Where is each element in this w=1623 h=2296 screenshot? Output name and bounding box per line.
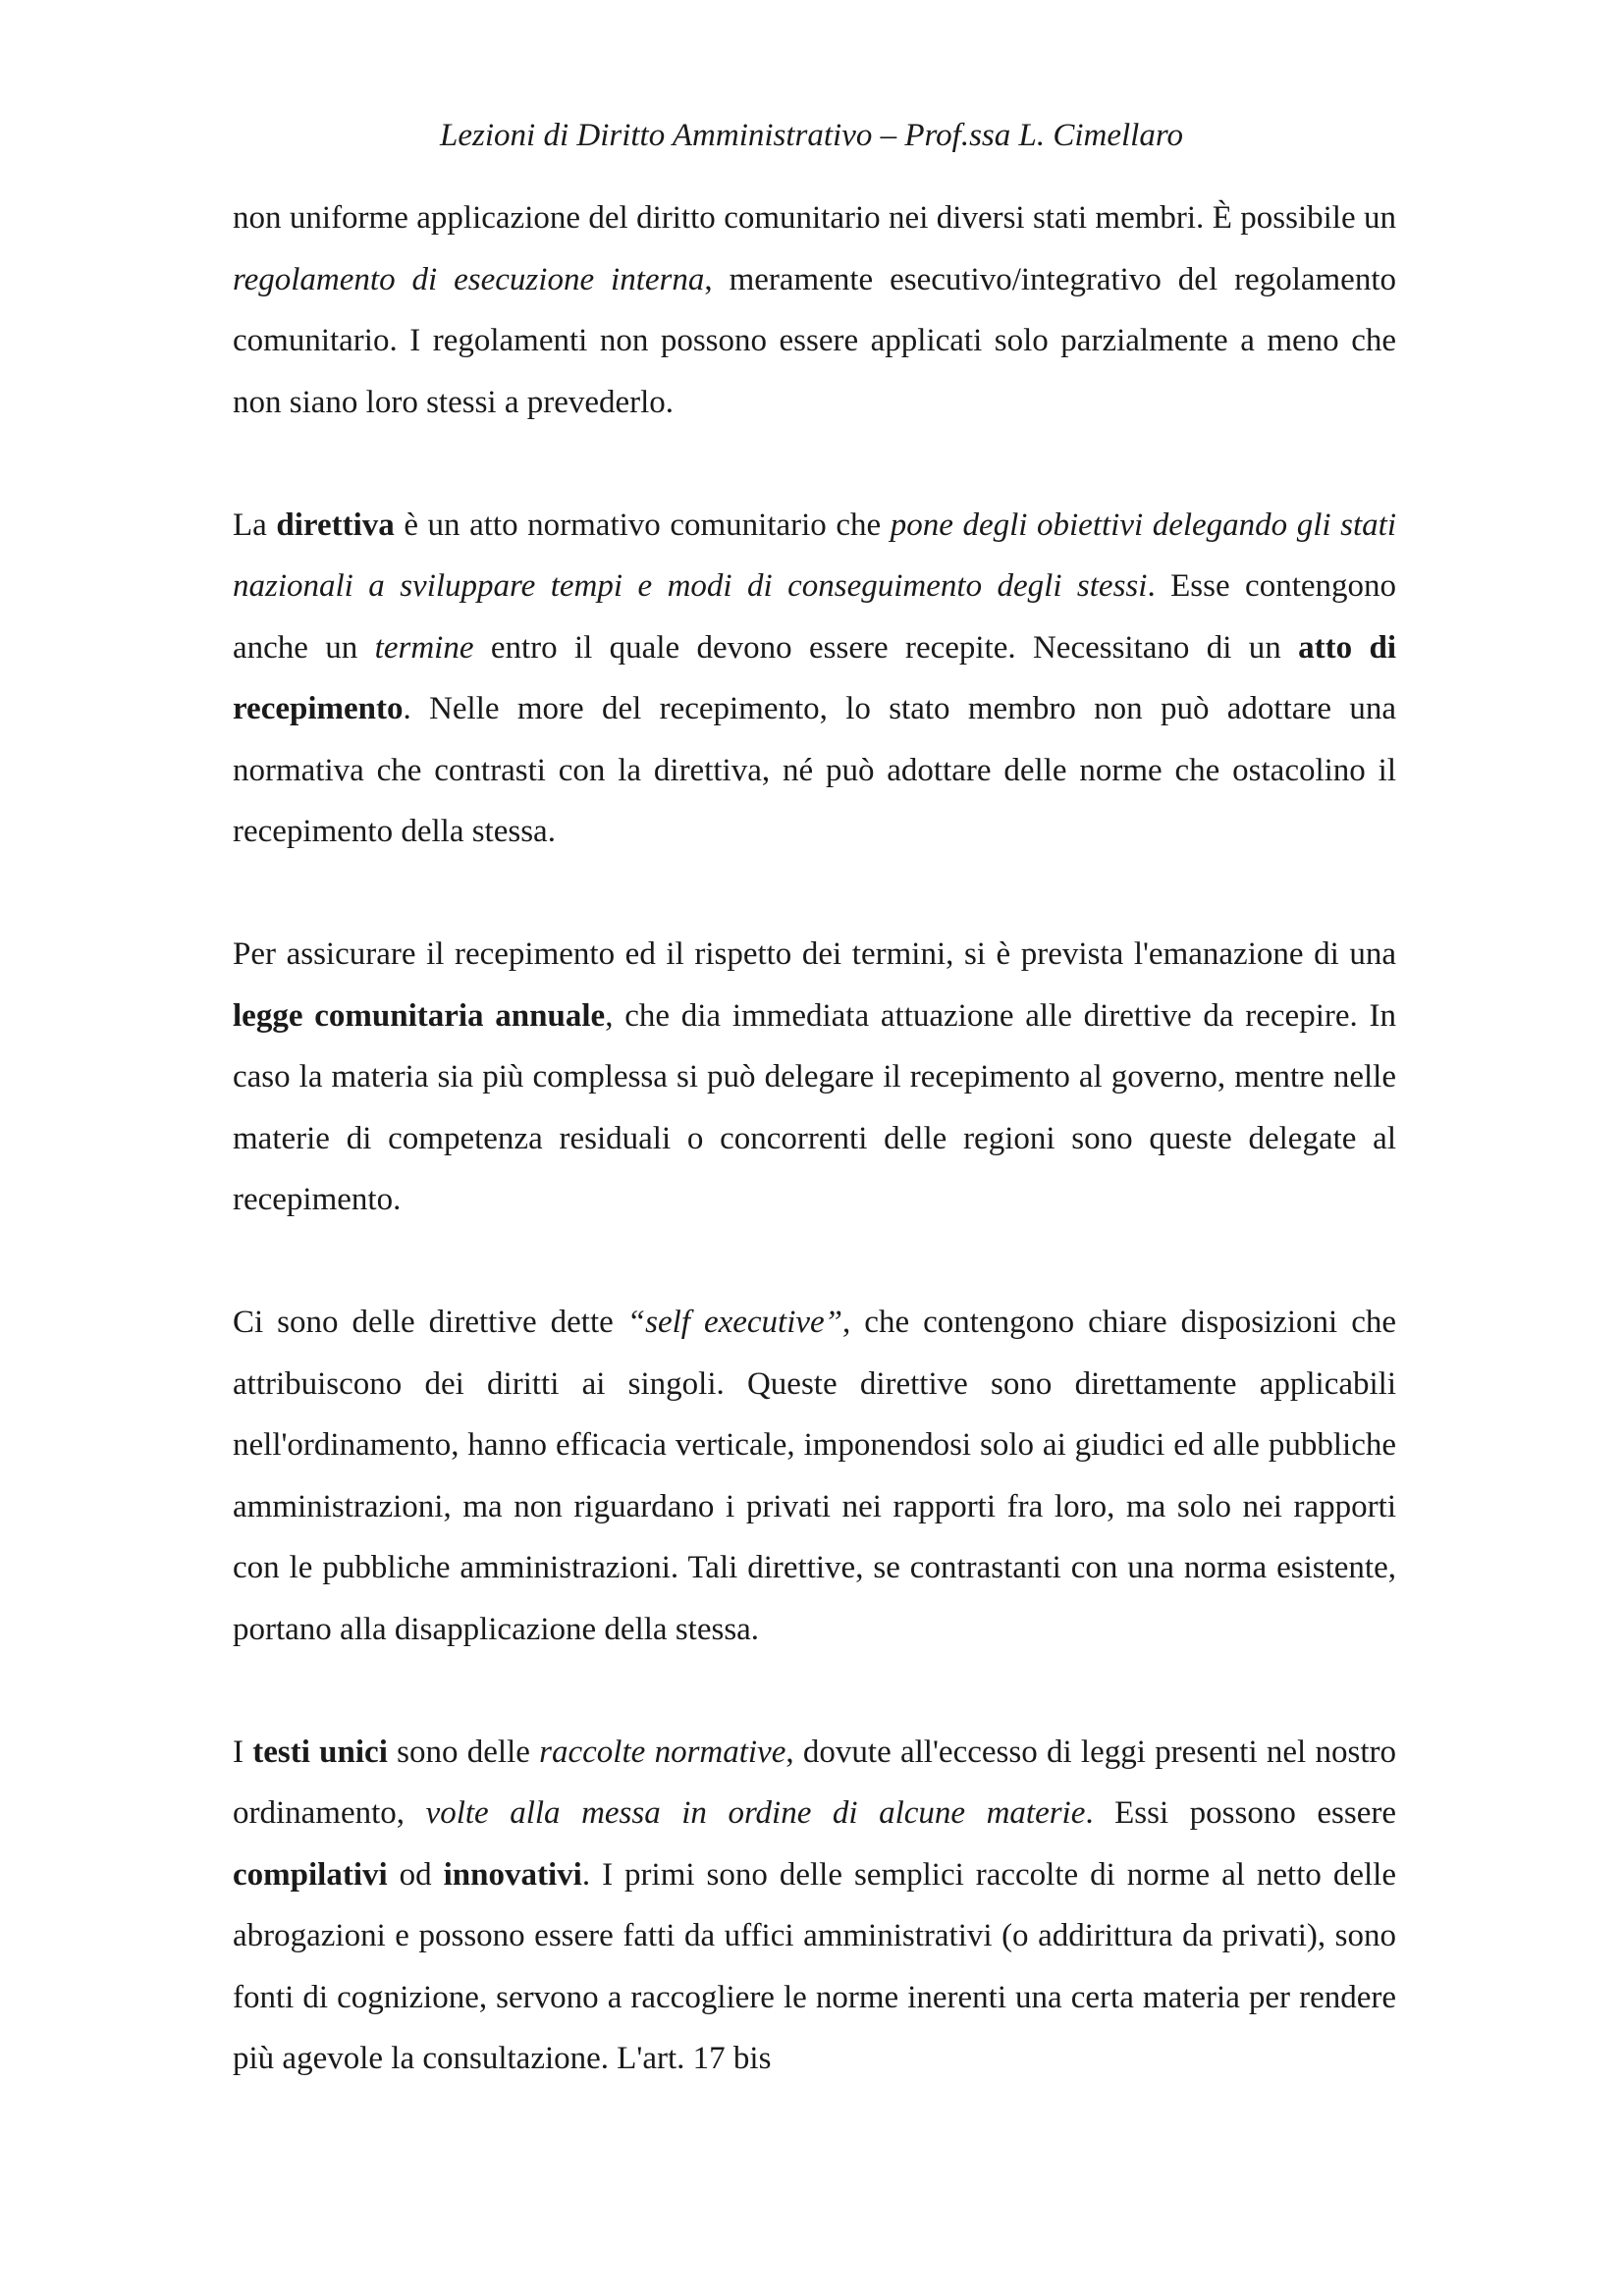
running-header: Lezioni di Diritto Amministrativo – Prof.ssa L. Cimellaro: [440, 118, 1183, 153]
text-run: I: [233, 1734, 253, 1770]
italic-phrase: regolamento di esecuzione interna: [233, 261, 705, 297]
paragraph: [233, 924, 1396, 1231]
text-run: entro il quale devono essere recepite. Necessitano di un: [473, 629, 1299, 666]
text-run: , che contengono chiare disposizioni che attribuiscono dei diritti ai singoli. Queste direttive sono direttamente applicabili nell'ordinamento, hanno efficacia verticale, imponendosi solo ai giudici ed alle pubbliche amministrazioni, ma non riguardano i privati nei rapporti fra loro, ma solo nei rapporti con le pubbliche amministrazioni. Tali direttive, se contrastanti con una norma esistente, portano alla disapplicazione della stessa.: [233, 1305, 1396, 1647]
text-run: , che dia immediata attuazione alle direttive da recepire. In caso la materia sia più complessa si può delegare il recepimento al governo, mentre nelle materie di competenza residuali o concorrenti delle regioni sono queste delegate al recepimento.: [233, 997, 1396, 1217]
italic-phrase: volte alla messa in ordine di alcune materie: [425, 1795, 1086, 1831]
text-run: . Nelle more del recepimento, lo stato membro non può adottare una normativa che contrasti con la direttiva, né può adottare delle norme che ostacolino il recepimento della stessa.: [233, 691, 1396, 849]
italic-phrase: “self executive”: [626, 1305, 843, 1340]
text-run: Ci sono delle direttive dette: [233, 1305, 627, 1340]
bold-term: testi unici: [252, 1734, 388, 1770]
text-run: La: [233, 507, 277, 543]
text-run: Per assicurare il recepimento ed il rispetto dei termini, si è prevista l'emanazione di una: [233, 936, 1396, 972]
text-run: . Essi possono essere: [1085, 1795, 1396, 1831]
paragraph: [233, 187, 1396, 433]
bold-term: direttiva: [276, 507, 395, 543]
text-run: , dovute all'eccesso di leggi presenti nel nostro ordinamento,: [233, 1734, 1396, 1831]
italic-phrase: termine: [374, 629, 474, 666]
paragraph: [233, 495, 1396, 863]
text-run: non uniforme applicazione del diritto comunitario nei diversi stati membri. È possibile un: [233, 200, 1396, 236]
bold-term: innovativi: [443, 1856, 582, 1893]
bold-term: atto di recepimento: [233, 629, 1397, 726]
italic-phrase: pone degli obiettivi delegando gli stati nazionali a sviluppare tempi e modi di conseguimento degli stessi: [233, 507, 1396, 604]
text-run: . I primi sono delle semplici raccolte di norme al netto delle abrogazioni e possono essere fatti da uffici amministrativi (o addirittura da privati), sono fonti di cognizione, servono a raccogliere le norme inerenti una certa materia per rendere più agevole la consultazione. L'art. 17 bis: [233, 1856, 1396, 2076]
text-run: od: [387, 1856, 444, 1893]
paragraph: [233, 1722, 1396, 2090]
italic-phrase: raccolte normative: [539, 1734, 786, 1770]
paragraph: [233, 1292, 1396, 1660]
text-run: è un atto normativo comunitario che: [394, 507, 891, 543]
text-run: , meramente esecutivo/integrativo del regolamento comunitario. I regolamenti non possono essere applicati solo parzialmente a meno che non siano loro stessi a prevederlo.: [233, 261, 1396, 420]
text-run: sono delle: [387, 1734, 540, 1770]
body-text: [233, 187, 1396, 2090]
text-run: . Esse contengono anche un: [233, 568, 1397, 666]
bold-term: compilativi: [233, 1856, 388, 1893]
bold-term: legge comunitaria annuale: [233, 997, 606, 1034]
